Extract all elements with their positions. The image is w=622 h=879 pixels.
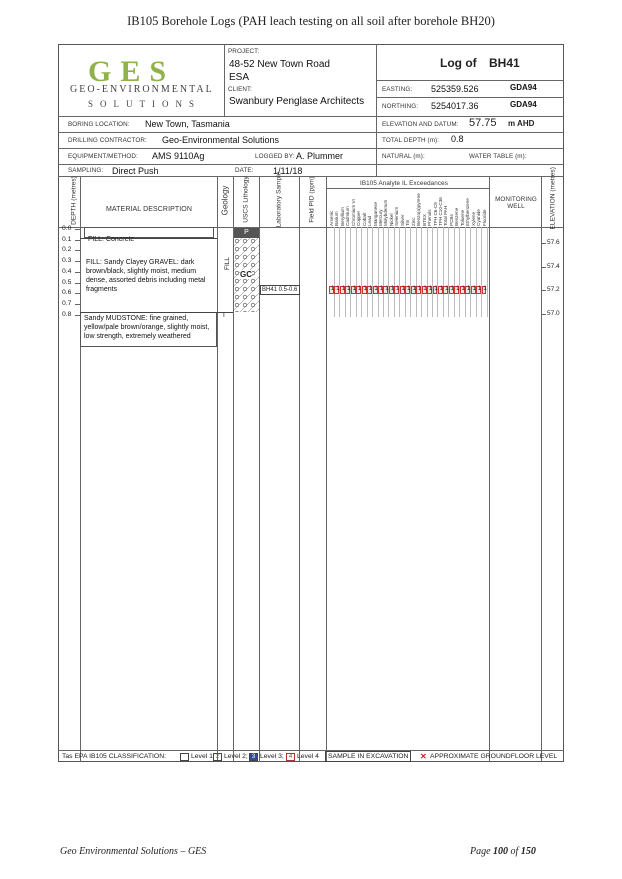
lab-sample-column-header: Laboratory Sample — [275, 171, 283, 228]
legend-level3: Level 3; — [260, 753, 284, 760]
analyte-exceedance-box — [416, 286, 421, 294]
analyte-gridline — [388, 227, 389, 317]
geology-column-header: Geology — [220, 185, 230, 216]
analyte-exceedance-box — [476, 286, 481, 294]
analyte-exceedance-level: 1 — [461, 286, 465, 292]
layer-gravel-description: FILL: Sandy Clayey GRAVEL: dark brown/black, slightly moist, medium dense, assorted debris including metal fragments — [86, 259, 206, 293]
analyte-gridline — [394, 227, 395, 317]
analyte-name: Cobalt — [361, 212, 367, 226]
elevation-tick-label: 57.0 — [547, 309, 560, 317]
analyte-exceedance-level: 1 — [483, 286, 487, 292]
analyte-exceedance-box — [367, 286, 372, 294]
analyte-name: Nickel — [388, 213, 394, 226]
depth-tick-mark — [75, 229, 80, 230]
analyte-gridline — [476, 227, 477, 317]
analyte-gridline — [399, 227, 400, 317]
logo-line2: SOLUTIONS — [88, 99, 202, 109]
analyte-name: TPH C10-C36 — [437, 197, 443, 226]
depth-tick-mark — [75, 272, 80, 273]
analyte-exceedance-box — [427, 286, 432, 294]
analyte-name: Beryllium — [339, 207, 345, 226]
analyte-gridline — [416, 227, 417, 317]
depth-tick-label: 0.4 — [62, 267, 72, 275]
analyte-exceedance-box — [482, 286, 487, 294]
analyte-name: Copper — [356, 210, 362, 226]
elevation-tick-label: 57.6 — [547, 239, 560, 246]
project-value-line2: ESA — [229, 72, 250, 83]
analyte-name: Benzene — [454, 207, 460, 226]
natural-label: NATURAL (m): — [382, 153, 425, 160]
analyte-gridline — [350, 227, 351, 317]
analyte-gridline — [443, 227, 444, 317]
analyte-exceedance-box — [378, 286, 383, 294]
legend-level1: Level 1 — [191, 753, 213, 760]
depth-tick-label: 0.2 — [62, 246, 72, 254]
analyte-exceedance-level: 1 — [374, 286, 378, 292]
analyte-name: Molybdenum — [383, 199, 389, 226]
elevation-column-header: ELEVATION (metres) — [549, 167, 557, 230]
analyte-gridline — [356, 227, 357, 317]
depth-tick-mark — [75, 304, 80, 305]
geology-fill-label: FILL — [224, 256, 232, 271]
log-id: BH41 — [489, 56, 520, 70]
drilling-contractor-label: DRILLING CONTRACTOR: — [68, 137, 147, 144]
material-column-header: MATERIAL DESCRIPTION — [106, 206, 193, 213]
analyte-name: BTEX — [421, 214, 427, 226]
uscs-concrete: P — [234, 228, 259, 238]
depth-tick-mark — [75, 250, 80, 251]
analyte-exceedance-box — [340, 286, 345, 294]
analyte-exceedance-box — [465, 286, 470, 294]
legend-level2: Level 2; — [224, 753, 248, 760]
elevation-tick-label: 57.4 — [547, 262, 560, 270]
footer-of: of — [510, 846, 519, 857]
sampling-label: SAMPLING: — [68, 167, 104, 174]
analyte-name: Toluene — [459, 209, 465, 226]
analyte-name: Fluoride — [481, 209, 487, 226]
analyte-name: Xylene — [470, 211, 476, 226]
groundfloor-x-icon: ✕ — [420, 752, 427, 761]
analyte-name: PCBs — [448, 214, 454, 226]
depth-tick-label: 0.5 — [62, 278, 72, 286]
analyte-exceedance-box — [389, 286, 394, 294]
analyte-exceedance-box — [411, 286, 416, 294]
analyte-exceedance-box — [471, 286, 476, 294]
analyte-gridline — [383, 227, 384, 317]
analyte-name: Selenium — [394, 206, 400, 226]
analyte-exceedance-level: 1 — [423, 286, 427, 292]
ges-logo: GES — [88, 55, 176, 88]
analyte-gridline — [410, 227, 411, 317]
analyte-exceedance-level: 1 — [456, 286, 460, 292]
analyte-gridline — [470, 227, 471, 317]
total-depth-label: TOTAL DEPTH (m): — [382, 137, 440, 144]
elevation-value: 57.75 — [469, 117, 497, 129]
footer-total-pages: 150 — [520, 846, 536, 857]
depth-tick-label: 0.1 — [62, 235, 72, 243]
depth-tick-label: 0.0 — [62, 225, 72, 232]
analyte-name: Chromium VI — [350, 199, 356, 226]
analyte-exceedance-level: 1 — [385, 286, 389, 292]
analyte-name: Benzo(a)pyrene — [416, 193, 422, 226]
analyte-exceedance-box — [433, 286, 438, 294]
analyte-gridline — [448, 227, 449, 317]
analyte-exceedance-level: 1 — [434, 286, 438, 292]
equipment-label: EQUIPMENT/METHOD: — [68, 153, 138, 160]
analyte-name: Cyanide — [476, 209, 482, 226]
analyte-exceedance-box — [334, 286, 339, 294]
logged-by-label: LOGGED BY: — [255, 153, 295, 160]
analyte-exceedance-level: 1 — [450, 286, 454, 292]
analyte-exceedance-level: 1 — [417, 286, 422, 292]
layer-concrete — [84, 227, 214, 243]
depth-tick-mark — [75, 293, 80, 294]
depth-tick-label: 0.6 — [62, 289, 72, 297]
analyte-exceedance-level: 1 — [401, 286, 405, 292]
analyte-exceedance-box — [405, 286, 410, 294]
total-depth-value: 0.8 — [451, 134, 464, 144]
client-label: CLIENT: — [228, 86, 253, 93]
analyte-gridline — [334, 227, 335, 317]
analyte-exceedance-box — [400, 286, 405, 294]
analyte-name: Barium — [334, 211, 340, 226]
analyte-exceedance-level: 1 — [439, 286, 444, 292]
analyte-name: Zinc — [410, 217, 416, 226]
layer-mudstone — [80, 312, 217, 347]
analyte-exceedance-box — [345, 286, 350, 294]
analyte-gridline — [367, 227, 368, 317]
analyte-name: Tin — [405, 219, 411, 226]
legend-level4: Level 4 — [297, 753, 319, 760]
legend-level2-box: 2 — [213, 753, 222, 761]
analyte-exceedance-level: 1 — [336, 286, 340, 292]
footer-page: 100 — [493, 846, 509, 857]
analyte-gridline — [427, 227, 428, 317]
analyte-name: Silver — [399, 214, 405, 226]
logo-line1: GEO-ENVIRONMENTAL — [70, 84, 214, 95]
analyte-exceedance-level: 1 — [358, 286, 362, 292]
boring-location-value: New Town, Tasmania — [145, 119, 230, 129]
analyte-gridline — [405, 227, 406, 317]
analyte-gridline — [481, 227, 482, 317]
analyte-exceedance-level: 1 — [396, 286, 400, 292]
analyte-exceedance-box — [383, 286, 388, 294]
analyte-exceedance-level: 1 — [347, 286, 351, 292]
legend-sample-in-excavation: SAMPLE IN EXCAVATION — [325, 751, 411, 762]
legend-level1-box — [180, 753, 189, 761]
analyte-exceedance-box — [394, 286, 399, 294]
northing-value: 5254017.36 — [431, 101, 479, 111]
analyte-exceedance-box — [422, 286, 427, 294]
analyte-exceedance-level: 1 — [379, 286, 384, 292]
analyte-gridline — [487, 227, 488, 317]
monitoring-well-header: MONITORING WELL — [495, 196, 537, 210]
analyte-exceedance-level: 1 — [352, 286, 356, 292]
logged-by-value: A. Plummer — [296, 151, 344, 161]
legend-level3-box: 3 — [249, 753, 258, 761]
geology-mudstone-label: I — [223, 312, 225, 319]
analyte-exceedance-level: 1 — [363, 286, 367, 292]
analyte-exceedance-box — [373, 286, 378, 294]
analyte-name: Phenols — [427, 209, 433, 226]
analyte-gridline — [372, 227, 373, 317]
analyte-exceedance-level: 1 — [368, 286, 373, 292]
footer-page-number — [470, 846, 536, 857]
depth-tick-mark — [75, 240, 80, 241]
elevation-tick-mark — [541, 243, 546, 244]
client-value: Swanbury Penglase Architects — [229, 96, 365, 107]
analyte-exceedance-level: 1 — [472, 286, 476, 292]
analyte-exceedance-level: 1 — [330, 286, 335, 292]
analyte-gridline — [459, 227, 460, 317]
analyte-gridline — [421, 227, 422, 317]
legend-label: Tas EPA IB105 CLASSIFICATION: — [62, 753, 167, 760]
analyte-exceedance-level: 1 — [412, 286, 416, 292]
analyte-exceedance-box — [443, 286, 448, 294]
analyte-name: Arsenic — [329, 210, 334, 226]
uscs-gravel-code: GC — [240, 270, 252, 279]
footer-company: Geo Environmental Solutions – GES — [60, 846, 207, 857]
log-title: Log of — [440, 56, 477, 70]
page-title: IB105 Borehole Logs (PAH leach testing on all soil after borehole BH20) — [127, 14, 495, 28]
boring-location-label: BORING LOCATION: — [68, 121, 130, 128]
analyte-name: TPH C6-C9 — [432, 202, 438, 226]
analyte-exceedance-box — [438, 286, 443, 294]
depth-tick-mark — [75, 261, 80, 262]
analyte-gridline — [454, 227, 455, 317]
lab-sample-tag: BH41 0.5-0.6 — [260, 285, 300, 295]
water-table-label: WATER TABLE (m): — [469, 153, 527, 160]
analyte-name: Manganese — [372, 201, 378, 226]
elevation-label: ELEVATION AND DATUM: — [382, 121, 459, 128]
layer-mudstone-description: Sandy MUDSTONE: fine grained, yellow/pale brown/orange, slightly moist, low strength, extremely weathered — [84, 315, 210, 340]
easting-value: 525359.526 — [431, 84, 479, 94]
analyte-exceedance-level: 1 — [390, 286, 395, 292]
analyte-gridline — [339, 227, 340, 317]
elevation-tick-mark — [541, 290, 546, 291]
legend-groundfloor: APPROXIMATE GROUNDFLOOR LEVEL — [430, 753, 558, 760]
northing-datum: GDA94 — [510, 100, 537, 109]
analyte-exceedance-box — [362, 286, 367, 294]
analyte-gridline — [361, 227, 362, 317]
layer-concrete-description: FILL: Concrete — [88, 236, 135, 243]
uscs-column-header: USCS Lithology — [242, 176, 250, 223]
analyte-exceedance-box — [460, 286, 465, 294]
project-value: 48-52 New Town Road — [229, 59, 330, 70]
analyte-name: Cadmium — [345, 206, 351, 226]
depth-tick-label: 0.7 — [62, 299, 72, 307]
elevation-tick-label: 57.2 — [547, 286, 560, 293]
analyte-gridline — [465, 227, 466, 317]
analyte-exceedance-level: 1 — [477, 286, 482, 292]
analyte-name: Ethylbenzene — [465, 198, 471, 226]
analyte-gridline — [437, 227, 438, 317]
analyte-exceedance-box — [449, 286, 454, 294]
analyte-exceedance-box — [329, 286, 334, 294]
depth-tick-mark — [75, 283, 80, 284]
elevation-tick-mark — [541, 314, 546, 315]
analyte-exceedance-box — [454, 286, 459, 294]
date-label: DATE: — [235, 167, 254, 174]
depth-tick-label: 0.8 — [62, 310, 72, 318]
project-label: PROJECT: — [228, 48, 260, 55]
analyte-gridline — [378, 227, 379, 317]
drilling-contractor-value: Geo-Environmental Solutions — [162, 135, 280, 145]
analyte-gridline — [345, 227, 346, 317]
analyte-exceedance-box — [351, 286, 356, 294]
analyte-exceedance-level: 1 — [467, 286, 471, 292]
analyte-exceedance-box — [356, 286, 361, 294]
analyte-exceedance-level: 1 — [407, 286, 411, 292]
easting-datum: GDA94 — [510, 83, 537, 92]
analyte-name: Total PAH — [443, 205, 449, 226]
depth-column-header: DEPTH (metres) — [70, 176, 78, 225]
analyte-exceedance-level: 1 — [445, 286, 449, 292]
field-pid-column-header: Field PID (ppm) — [308, 176, 316, 223]
analyte-exceedance-level: 1 — [428, 286, 433, 292]
analyte-name: Mercury — [378, 209, 384, 226]
analyte-gridline — [432, 227, 433, 317]
depth-tick-label: 0.3 — [62, 257, 72, 265]
analyte-column-header: IB105 Analyte IL Exceedances — [360, 180, 448, 187]
analyte-name: Lead — [367, 215, 373, 226]
easting-label: EASTING: — [382, 86, 413, 93]
elevation-tick-mark — [541, 267, 546, 268]
equipment-value: AMS 9110Ag — [152, 151, 205, 161]
footer-page-prefix: Page — [470, 846, 491, 857]
northing-label: NORTHING: — [382, 103, 419, 110]
date-value: 1/11/18 — [273, 166, 303, 176]
sampling-value: Direct Push — [112, 166, 159, 176]
legend-level4-box: 4 — [286, 753, 295, 761]
analyte-exceedance-level: 1 — [341, 286, 346, 292]
elevation-unit: m AHD — [508, 119, 535, 128]
